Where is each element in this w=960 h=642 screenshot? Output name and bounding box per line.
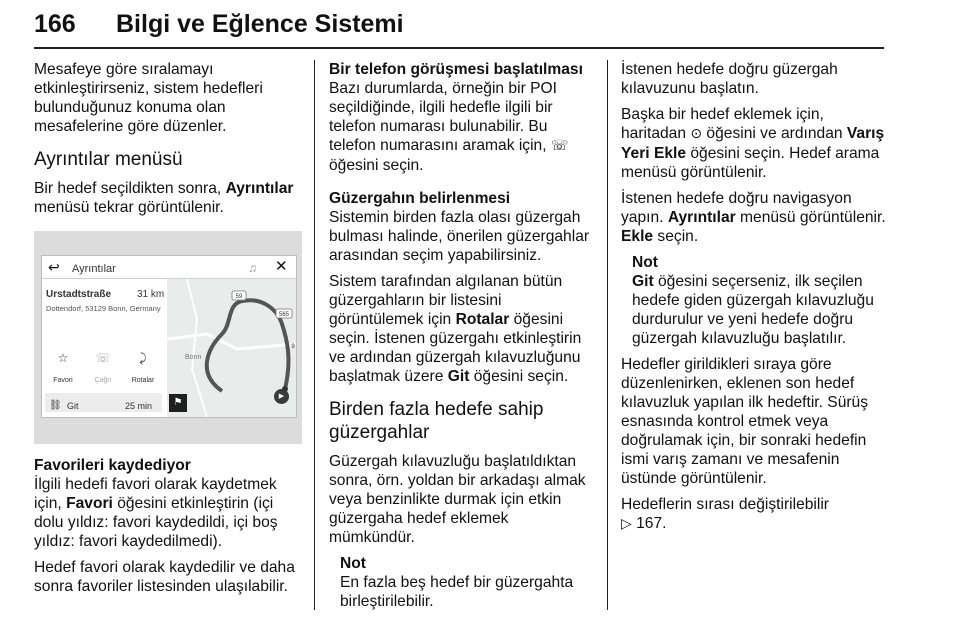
go-label: Git [67,401,79,411]
routes-icon: ⤸ [139,351,147,365]
page-reference[interactable]: 167. [631,515,667,532]
column-2 [329,60,597,618]
favorites-heading: Favorileri kaydediyor [34,457,191,474]
star-icon: ☆ [57,351,69,365]
note-text: Git öğesini seçerseniz, ilk seçilen hedefe giden güzergah kılavuzluğu durdurulur ve yeni hedefe doğru güzergah kılavuzluğu başlatılır. [632,273,874,347]
location-pin-icon[interactable]: ⚑ [169,394,187,412]
destination-street: Urstadtstraße [46,289,112,300]
route-heading: Güzergahın belirlenmesi [329,190,511,207]
route-paragraph-2: Sistem tarafından algılanan bütün güzergahların bir listesini görüntülemek için Rotalar öğesini seçin. İstenen güzergahı etkinleştirin ve ardından güzergah kılavuzluğunu başlatmak üzere Git öğesini seçin. [329,273,582,385]
road-label: 565 [278,312,290,318]
phone-icon: ☏ [95,351,111,365]
note-title: Not [340,555,366,572]
add-destination-paragraph: Başka bir hedef eklemek için, haritadan ⊙ öğesini ve ardından Varış Yeri Ekle öğesini seçin. Hedef arama menüsü görüntülenir. [621,106,885,181]
column-divider [607,60,608,610]
details-paragraph: Bir hedef seçildikten sonra, Ayrıntılar menüsü tekrar görüntülenir. [34,180,294,216]
intro-paragraph: Mesafeye göre sıralamayı etkinleştirirseniz, sistem hedefleri bulunduğunuz konuma olan mesafelerine göre düzenler. [34,61,263,135]
details-screen-figure [34,231,302,444]
play-icon[interactable]: ▶ [274,389,289,404]
guidance-paragraph: İstenen hedefe doğru güzergah kılavuzunu başlatın. [621,61,838,97]
call-paragraph: Bazı durumlarda, örneğin bir POI seçildiğinde, ilgili hedefle ilgili bir telefon numarası bulunabilir. Bu telefon numarasını aramak için, ☏ öğesini seçin. [329,80,569,174]
phone-icon: ☏ [550,138,569,154]
back-icon[interactable]: ↩ [48,259,60,275]
reorder-paragraph: Hedeflerin sırası değiştirilebilir ▷ 167. [621,496,829,532]
note-box [621,253,887,348]
page-header [34,0,884,50]
close-icon[interactable]: ✕ [275,258,288,275]
details-heading: Ayrıntılar menüsü [34,149,183,170]
order-paragraph: Hedefler girildikleri sıraya göre düzenlenirken, eklenen son hedef kılavuzluk yapılan ilk hedeftir. Sürüş esnasında kontrol etmek veya doğrulamak için, bir sonraki hedefin ismi varış zamanı ve mesafenin üstünde görüntülenir. [621,356,869,487]
screen-title-bar [42,256,296,279]
multi-destination-paragraph: Güzergah kılavuzluğu başlatıldıktan sonra, örn. yoldan bir arkadaşı almak veya benzinlikte durmak için etkin güzergaha hedef eklemek mümkündür. [329,453,586,546]
call-button[interactable] [84,349,122,390]
page-title: Bilgi ve Eğlence Sistemi [116,10,404,38]
favorites-paragraph-2: Hedef favori olarak kaydedilir ve daha sonra favoriler listesinden ulaşılabilir. [34,559,295,595]
page-number: 166 [34,10,76,38]
routes-button[interactable] [124,349,162,390]
routes-label: Rotalar [131,377,155,384]
details-screen [41,255,297,418]
target-icon: ⊙ [690,126,703,142]
destination-distance: 31 km [137,289,165,300]
multi-destination-heading: Birden fazla hedefe sahip güzergahlar [329,399,544,443]
road-label: 59 [235,294,243,300]
note-title: Not [632,254,658,271]
destination-info [42,279,167,391]
map-road [167,334,296,349]
note-text: En fazla beş hedef bir güzergahta birleştirilebilir. [340,574,574,610]
note-box [329,554,597,611]
destination-address: Dottendorf, 53129 Bonn, Germany [46,304,161,313]
road-label: 9 [291,344,295,350]
column-1 [34,60,302,603]
screen-title: Ayrıntılar [72,263,116,275]
call-heading: Bir telefon görüşmesi başlatılması [329,61,583,78]
favorite-button[interactable] [44,349,82,390]
favorites-paragraph-1: İlgili hedefi favori olarak kaydetmek için, Favori öğesini etkinleştirin (içi dolu yıldız: favori kaydedildi, içi boş yıldız: favori kaydedilmedi). [34,476,278,550]
go-button[interactable] [45,393,162,412]
header-rule [34,47,884,49]
map-road [187,279,207,417]
route-paragraph-1: Sistemin birden fazla olası güzergah bulması halinde, önerilen güzergahlar arasından seçim yapabilirsiniz. [329,209,590,264]
call-label: Çağrı [94,377,112,384]
page-reference-icon: ▷ [621,516,632,532]
map-city-label: Bonn [185,354,202,361]
eta-label: 25 min [125,401,153,411]
music-icon[interactable]: ♫ [248,261,257,275]
favorite-label: Favori [53,377,73,384]
column-divider [314,60,315,610]
column-3 [621,60,887,541]
navigate-paragraph: İstenen hedefe doğru navigasyon yapın. Ayrıntılar menüsü görüntülenir. Ekle seçin. [621,190,886,245]
car-icon: ⛓ [49,400,62,411]
